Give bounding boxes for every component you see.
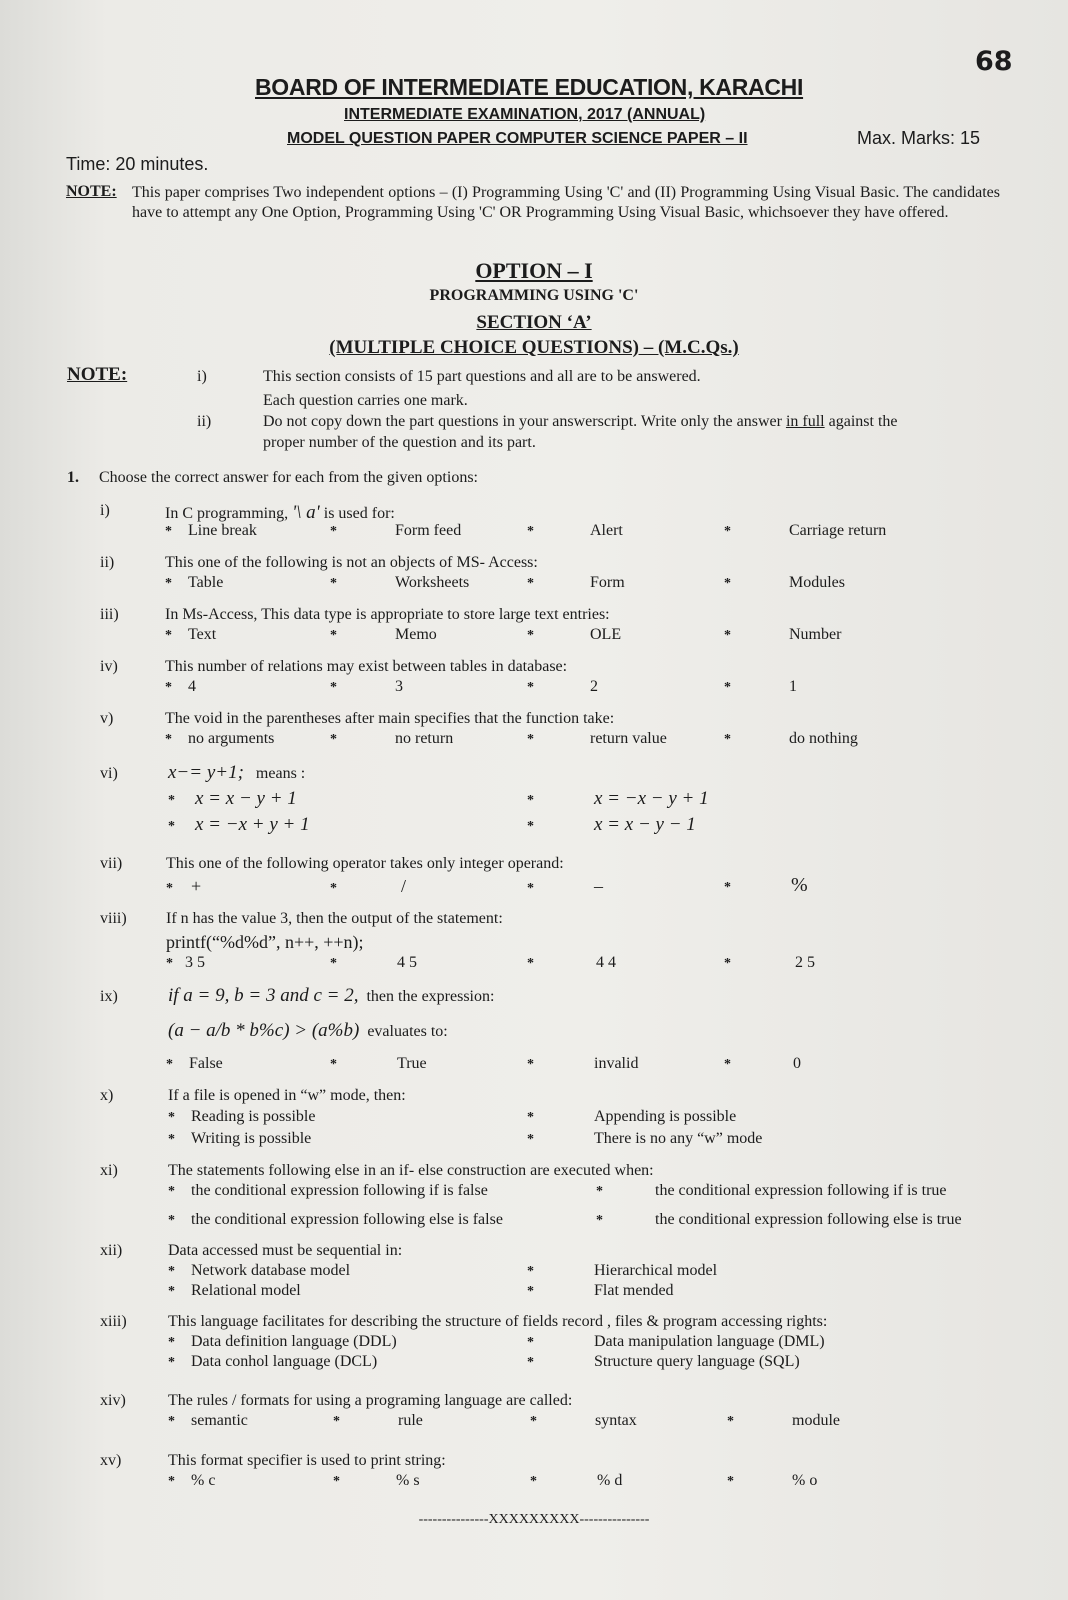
q-vi-opt-c <box>168 814 310 836</box>
bullet-star-icon: * <box>168 1264 175 1279</box>
option-text: Network database model <box>191 1262 351 1279</box>
option-text: 2 <box>590 678 598 695</box>
q-vi-math: x−= y+1; <box>168 762 244 783</box>
question-1-text: Choose the correct answer for each from the given options: <box>99 469 478 486</box>
q-iv-text: This number of relations may exist between tables in database: <box>165 658 568 675</box>
bullet-star-icon: * <box>165 680 172 695</box>
section-note-ii-text-1a: Do not copy down the part questions in your answerscript. Write only the answer <box>263 413 786 430</box>
end-divider: ---------------XXXXXXXXX--------------- <box>418 1512 650 1527</box>
bullet-star-icon: * <box>724 576 731 591</box>
bullet-star-icon: * <box>165 524 172 539</box>
option-text: 3 <box>395 678 403 695</box>
q-vi-opt-b <box>527 788 709 810</box>
time-allowed: Time: 20 minutes. <box>66 154 209 174</box>
q-x-opt-d <box>527 1130 762 1148</box>
q-xii-number: xii) <box>100 1242 123 1259</box>
option-text: Modules <box>789 574 845 591</box>
option-text: True <box>397 1055 427 1072</box>
option-text: Reading is possible <box>191 1108 316 1125</box>
q-v-opt-a <box>165 730 274 748</box>
q-vi-number: vi) <box>100 765 118 782</box>
bullet-star-icon: * <box>168 793 175 808</box>
option-text: x = −x + y + 1 <box>195 814 310 835</box>
q-xiii-number: xiii) <box>100 1313 127 1330</box>
q-iv-opt-c <box>527 678 598 696</box>
q-vii-text: This one of the following operator takes only integer operand: <box>166 855 564 872</box>
bullet-star-icon: * <box>168 819 175 834</box>
q-xiv-opt-a <box>168 1412 248 1430</box>
bullet-star-icon: * <box>527 1335 534 1350</box>
q-xi-opt-d <box>596 1211 962 1229</box>
option-text: % c <box>191 1472 216 1489</box>
option-text: % <box>791 874 808 896</box>
bullet-star-icon: * <box>724 880 731 895</box>
bullet-star-icon: * <box>330 680 337 695</box>
option-text: / <box>401 876 407 896</box>
bullet-star-icon: * <box>330 576 337 591</box>
q-x-text: If a file is opened in “w” mode, then: <box>168 1087 406 1104</box>
exam-title: INTERMEDIATE EXAMINATION, 2017 (ANNUAL) <box>344 106 706 123</box>
bullet-star-icon: * <box>596 1213 603 1228</box>
bullet-star-icon: * <box>330 881 337 896</box>
q-i-number: i) <box>100 502 110 519</box>
option-text: semantic <box>191 1412 248 1429</box>
bullet-star-icon: * <box>527 956 534 971</box>
bullet-star-icon: * <box>727 1414 734 1429</box>
section-subtitle: (MULTIPLE CHOICE QUESTIONS) – (M.C.Qs.) <box>329 337 739 358</box>
option-text: % d <box>597 1472 623 1489</box>
option-text: module <box>792 1412 840 1429</box>
option-text: do nothing <box>789 730 858 747</box>
bullet-star-icon: * <box>330 1057 337 1072</box>
option-text: no arguments <box>188 730 275 747</box>
q-v-opt-c <box>527 730 667 748</box>
option-text: the conditional expression following else is true <box>655 1211 962 1228</box>
option-text: Carriage return <box>789 522 887 539</box>
q-xv-opt-c <box>530 1472 622 1490</box>
option-text: invalid <box>594 1055 639 1072</box>
q-v-opt-d <box>724 730 858 748</box>
q-ii-number: ii) <box>100 554 115 571</box>
option-text: 3 5 <box>185 954 205 971</box>
q-ix-opt-d <box>724 1055 801 1073</box>
option-title: OPTION – I <box>475 258 593 283</box>
q-x-number: x) <box>100 1087 114 1104</box>
q-iv-number: iv) <box>100 658 118 675</box>
option-text: % o <box>792 1472 818 1489</box>
option-text: the conditional expression following if is false <box>191 1182 488 1199</box>
q-xv-number: xv) <box>100 1452 122 1469</box>
bullet-star-icon: * <box>724 628 731 643</box>
bullet-star-icon: * <box>165 732 172 747</box>
q-ix-expr-tail: evaluates to: <box>367 1023 448 1040</box>
option-text: the conditional expression following else is false <box>191 1211 503 1228</box>
bullet-star-icon: * <box>168 1284 175 1299</box>
q-vi-opt-a <box>168 788 297 810</box>
bullet-star-icon: * <box>724 1057 731 1072</box>
q-viii-text: If n has the value 3, then the output of the statement: <box>166 910 503 927</box>
bullet-star-icon: * <box>527 1132 534 1147</box>
q-xi-opt-b <box>596 1182 947 1200</box>
q-xiv-text: The rules / formats for using a programing language are called: <box>168 1392 573 1409</box>
q-viii-number: viii) <box>100 910 127 927</box>
bullet-star-icon: * <box>168 1132 175 1147</box>
q-xii-opt-d <box>527 1282 674 1300</box>
bullet-star-icon: * <box>527 1110 534 1125</box>
q-ix-text <box>168 985 494 1007</box>
q-xv-opt-b <box>333 1472 420 1490</box>
q-xiv-number: xiv) <box>100 1392 126 1409</box>
q-vii-opt-a <box>166 876 201 897</box>
q-i-text <box>165 502 395 524</box>
max-marks: Max. Marks: 15 <box>857 128 981 148</box>
q-v-number: v) <box>100 710 114 727</box>
q-i-opt-b <box>330 522 461 540</box>
option-text: OLE <box>590 626 622 643</box>
q-ix-opt-c <box>527 1055 638 1073</box>
page-number: 68 <box>975 46 1013 77</box>
option-text: Alert <box>590 522 623 539</box>
bullet-star-icon: * <box>527 576 534 591</box>
bullet-star-icon: * <box>166 956 173 971</box>
q-viii-opt-a <box>166 954 205 972</box>
q-ii-opt-d <box>724 574 845 592</box>
bullet-star-icon: * <box>530 1474 537 1489</box>
bullet-star-icon: * <box>724 524 731 539</box>
q-xiii-text: This language facilitates for describing the structure of fields record , files & program accessing rights: <box>168 1313 828 1330</box>
option-text: Hierarchical model <box>594 1262 718 1279</box>
option-text: Text <box>188 626 217 643</box>
q-iii-opt-c <box>527 626 621 644</box>
section-title: SECTION ‘A’ <box>476 312 592 333</box>
option-text: Flat mended <box>594 1282 674 1299</box>
q-viii-code: printf(“%d%d”, n++, ++n); <box>166 932 364 952</box>
q-i-opt-c <box>527 522 623 540</box>
q-x-opt-c <box>168 1130 311 1148</box>
q-ii-text: This one of the following is not an objects of MS- Access: <box>165 554 538 571</box>
bullet-star-icon: * <box>166 881 173 896</box>
section-note-i-num: i) <box>197 368 207 385</box>
section-note-ii-text-2: proper number of the question and its part. <box>263 434 536 451</box>
q-vii-number: vii) <box>100 855 123 872</box>
option-text: Line break <box>188 522 257 539</box>
q-x-opt-a <box>168 1108 315 1126</box>
section-note-i-text-2: Each question carries one mark. <box>263 392 468 409</box>
option-text: Form feed <box>395 522 462 539</box>
bullet-star-icon: * <box>168 1474 175 1489</box>
q-i-opt-a <box>165 522 257 540</box>
note-text: This paper comprises Two independent options – (I) Programming Using 'C' and (II) Programming Using Visual Basic. The candidates have to attempt any One Option, Programming Using 'C' OR Programming Using Visual Basic, whichsoever they have offered. <box>132 184 1000 221</box>
option-text: 4 5 <box>397 954 417 971</box>
bullet-star-icon: * <box>168 1335 175 1350</box>
bullet-star-icon: * <box>333 1474 340 1489</box>
bullet-star-icon: * <box>527 628 534 643</box>
section-note-ii-in-full: in full <box>785 413 825 430</box>
bullet-star-icon: * <box>527 732 534 747</box>
section-note-label: NOTE: <box>67 364 128 385</box>
bullet-star-icon: * <box>527 1264 534 1279</box>
q-iv-opt-a <box>165 678 196 696</box>
q-iii-opt-b <box>330 626 437 644</box>
q-ix-opt-b <box>330 1055 427 1073</box>
q-i-text-b: is used for: <box>319 505 395 522</box>
section-note-i-text-1: This section consists of 15 part questions and all are to be answered. <box>263 368 701 385</box>
section-note-ii-num: ii) <box>197 413 212 430</box>
option-text: Relational model <box>191 1282 301 1299</box>
q-iii-opt-d <box>724 626 841 644</box>
bullet-star-icon: * <box>530 1414 537 1429</box>
bullet-star-icon: * <box>596 1184 603 1199</box>
q-xv-text: This format specifier is used to print string: <box>168 1452 446 1469</box>
option-subtitle: PROGRAMMING USING 'C' <box>429 287 639 304</box>
option-text: 4 4 <box>596 954 616 971</box>
bullet-star-icon: * <box>724 732 731 747</box>
q-iii-text: In Ms-Access, This data type is appropriate to store large text entries: <box>165 606 610 623</box>
board-title: BOARD OF INTERMEDIATE EDUCATION, KARACHI <box>255 74 804 100</box>
bullet-star-icon: * <box>168 1110 175 1125</box>
option-text: Number <box>789 626 842 643</box>
option-text: Structure query language (SQL) <box>594 1353 800 1370</box>
option-text: Worksheets <box>395 574 470 591</box>
option-text: 4 <box>188 678 196 695</box>
note-label: NOTE: <box>66 183 117 200</box>
option-text: rule <box>398 1412 423 1429</box>
q-vi-text <box>168 762 305 784</box>
bullet-star-icon: * <box>527 819 534 834</box>
bullet-star-icon: * <box>527 1355 534 1370</box>
option-text: False <box>189 1055 223 1072</box>
option-text: + <box>191 876 202 896</box>
q-ix-expression <box>168 1020 448 1042</box>
bullet-star-icon: * <box>527 524 534 539</box>
bullet-star-icon: * <box>330 524 337 539</box>
q-xii-opt-c <box>168 1282 301 1300</box>
q-iv-opt-b <box>330 678 403 696</box>
option-text: % s <box>396 1472 420 1489</box>
q-xii-text: Data accessed must be sequential in: <box>168 1242 403 1259</box>
bullet-star-icon: * <box>527 793 534 808</box>
q-xiv-opt-c <box>530 1412 637 1430</box>
q-ix-opt-a <box>166 1055 223 1073</box>
q-xii-opt-a <box>168 1262 350 1280</box>
bullet-star-icon: * <box>527 1284 534 1299</box>
question-1-number: 1. <box>67 469 79 486</box>
q-x-opt-b <box>527 1108 736 1126</box>
q-xiii-opt-a <box>168 1333 397 1351</box>
q-xiii-opt-d <box>527 1353 800 1371</box>
q-ix-expr: (a − a/b * b%c) > (a%b) <box>168 1020 360 1041</box>
q-ii-opt-c <box>527 574 625 592</box>
q-xi-opt-a <box>168 1182 488 1200</box>
bullet-star-icon: * <box>330 956 337 971</box>
option-text: There is no any “w” mode <box>594 1130 763 1147</box>
bullet-star-icon: * <box>168 1184 175 1199</box>
q-ii-opt-a <box>165 574 223 592</box>
q-viii-opt-c <box>527 954 616 972</box>
q-xiii-opt-b <box>527 1333 825 1351</box>
bullet-star-icon: * <box>527 881 534 896</box>
q-xi-opt-c <box>168 1211 503 1229</box>
q-i-opt-d <box>724 522 886 540</box>
q-ii-opt-b <box>330 574 469 592</box>
bullet-star-icon: * <box>165 576 172 591</box>
bullet-star-icon: * <box>527 1057 534 1072</box>
paper-title: MODEL QUESTION PAPER COMPUTER SCIENCE PAPER – II <box>287 130 748 147</box>
q-ix-text-b: then the expression: <box>366 988 495 1005</box>
option-text: Writing is possible <box>191 1130 312 1147</box>
q-xiii-opt-c <box>168 1353 377 1371</box>
option-text: 0 <box>793 1055 801 1072</box>
option-text: x = x − y − 1 <box>594 814 696 835</box>
option-text: Data manipulation language (DML) <box>594 1333 825 1350</box>
q-xiv-opt-d <box>727 1412 840 1430</box>
section-note-ii-text-1 <box>263 413 898 431</box>
option-text: Appending is possible <box>594 1108 737 1125</box>
bullet-star-icon: * <box>727 1474 734 1489</box>
bullet-star-icon: * <box>724 956 731 971</box>
q-iii-number: iii) <box>100 606 119 623</box>
option-text: Memo <box>395 626 437 643</box>
option-text: 1 <box>789 678 797 695</box>
q-ix-number: ix) <box>100 988 118 1005</box>
q-vii-opt-b <box>330 876 406 897</box>
q-iv-opt-d <box>724 678 797 696</box>
bullet-star-icon: * <box>168 1414 175 1429</box>
option-text: no return <box>395 730 454 747</box>
bullet-star-icon: * <box>333 1414 340 1429</box>
option-text: return value <box>590 730 667 747</box>
q-vi-opt-d <box>527 814 696 836</box>
option-text: Table <box>188 574 224 591</box>
bullet-star-icon: * <box>724 680 731 695</box>
bullet-star-icon: * <box>330 732 337 747</box>
option-text: Data conhol language (DCL) <box>191 1353 378 1370</box>
q-xi-text: The statements following else in an if- else construction are executed when: <box>168 1162 654 1179</box>
bullet-star-icon: * <box>527 680 534 695</box>
q-ix-math: if a = 9, b = 3 and c = 2, <box>168 985 359 1006</box>
bullet-star-icon: * <box>168 1355 175 1370</box>
q-vii-opt-c <box>527 876 603 897</box>
bullet-star-icon: * <box>165 628 172 643</box>
q-xv-opt-d <box>727 1472 817 1490</box>
q-iii-opt-a <box>165 626 216 644</box>
q-i-math: '\ a' <box>292 502 320 523</box>
q-v-text: The void in the parentheses after main specifies that the function take: <box>165 710 615 727</box>
q-v-opt-b <box>330 730 453 748</box>
bullet-star-icon: * <box>166 1057 173 1072</box>
option-text: – <box>594 876 603 896</box>
option-text: syntax <box>595 1412 637 1429</box>
option-text: Data definition language (DDL) <box>191 1333 397 1350</box>
section-note-ii-text-1c: against the <box>824 413 898 430</box>
bullet-star-icon: * <box>168 1213 175 1228</box>
q-i-text-a: In C programming, <box>165 505 293 522</box>
option-text: x = x − y + 1 <box>195 788 297 809</box>
q-vii-opt-d <box>724 874 808 897</box>
q-vi-text-b: means : <box>255 765 306 782</box>
option-text: the conditional expression following if is true <box>655 1182 947 1199</box>
q-xi-number: xi) <box>100 1162 118 1179</box>
q-viii-opt-d <box>724 954 815 972</box>
bullet-star-icon: * <box>330 628 337 643</box>
option-text: Form <box>590 574 625 591</box>
q-xv-opt-a <box>168 1472 215 1490</box>
q-xiv-opt-b <box>333 1412 423 1430</box>
q-xii-opt-b <box>527 1262 717 1280</box>
option-text: 2 5 <box>795 954 815 971</box>
option-text: x = −x − y + 1 <box>594 788 709 809</box>
q-viii-opt-b <box>330 954 417 972</box>
